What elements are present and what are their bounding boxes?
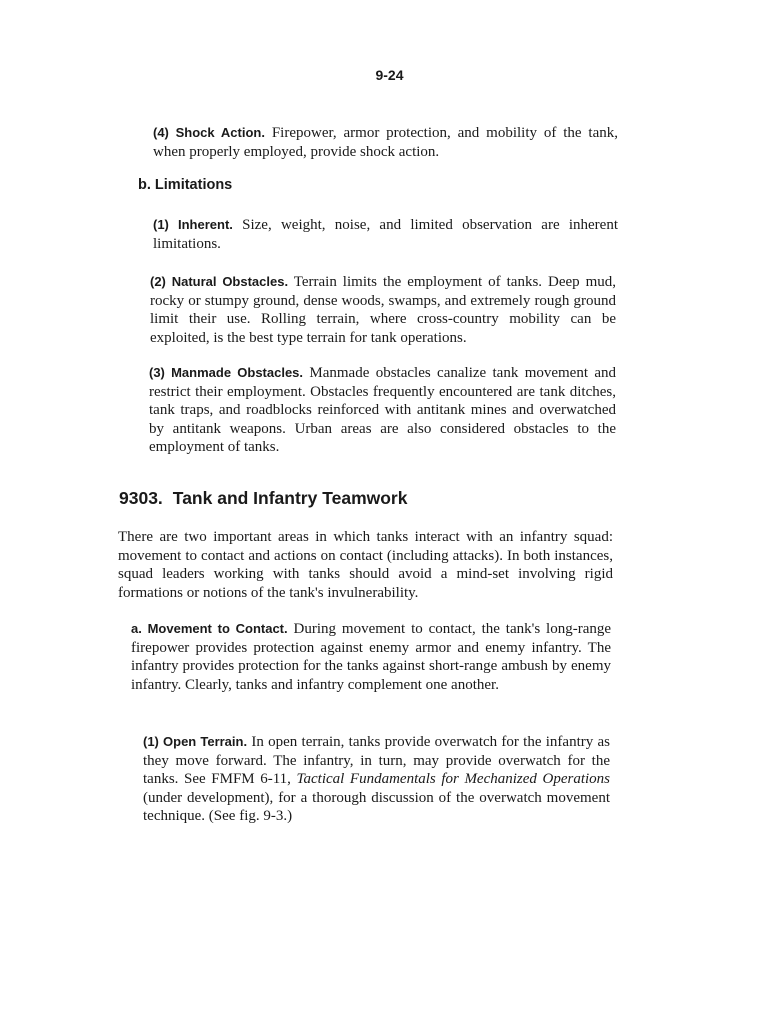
paragraph-shock-action [153,124,618,161]
paragraph-manmade-obstacles [149,364,616,457]
section-title: Tank and Infantry Teamwork [172,488,408,508]
subheading-limitations: b. Limitations [138,177,233,193]
paragraph-label: (3) Manmade Obstacles. [149,365,304,380]
paragraph-inherent [153,216,618,253]
paragraph-text: Terrain limits the employment of tanks. Deep mud, rocky or stumpy ground, dense woods, swamps, and extremely rough ground limit their use. Rolling terrain, where cross-country mobility can be exploited, is the best type terrain for tank operations. [150,274,617,346]
paragraph-text: Manmade obstacles canalize tank movement and restrict their employment. Obstacles frequently encountered are tank ditches, tank traps, and roadblocks reinforced with antitank mines and overwatched by antitank weapons. Urban areas are also considered obstacles to the employment of tanks. [149,365,617,455]
paragraph-text: (under development), for a thorough discussion of the overwatch movement technique. (See fig. 9-3.) [143,789,610,824]
page-number: 9-24 [375,67,404,83]
paragraph-label: a. Movement to Contact. [131,621,288,636]
section-number: 9303. [119,488,163,508]
paragraph-intro: There are two important areas in which tanks interact with an infantry squad: movement to contact and actions on contact (including attacks). In both instances, squad leaders working with tanks should avoid a mind-set involving rigid formations or notions of the tank's invulnerability. [118,529,613,601]
paragraph-movement-to-contact [131,620,611,694]
paragraph-text: Firepower, armor protection, and mobility of the tank, when properly employed, provide shock action. [153,125,618,160]
paragraph-label: (4) Shock Action. [153,125,265,140]
paragraph-text: Size, weight, noise, and limited observation are inherent limitations. [153,217,618,252]
paragraph-label: (1) Inherent. [153,217,233,232]
paragraph-text: In open terrain, tanks provide overwatch for the infantry as they move forward. The infantry, in turn, may provide overwatch for the tanks. See FMFM 6-11, [143,734,610,787]
section-heading-9303 [119,488,407,509]
paragraph-label: (1) Open Terrain. [143,734,248,749]
paragraph-label: (2) Natural Obstacles. [150,274,289,289]
paragraph-natural-obstacles [150,273,616,347]
paragraph-open-terrain [143,733,610,826]
publication-title: Tactical Fundamentals for Mechanized Operations [296,771,611,787]
paragraph-text: During movement to contact, the tank's long-range firepower provides protection against enemy armor and enemy infantry. The infantry provides protection for the tanks against short-range ambush by enemy infantry. Clearly, tanks and infantry complement one another. [131,621,612,693]
